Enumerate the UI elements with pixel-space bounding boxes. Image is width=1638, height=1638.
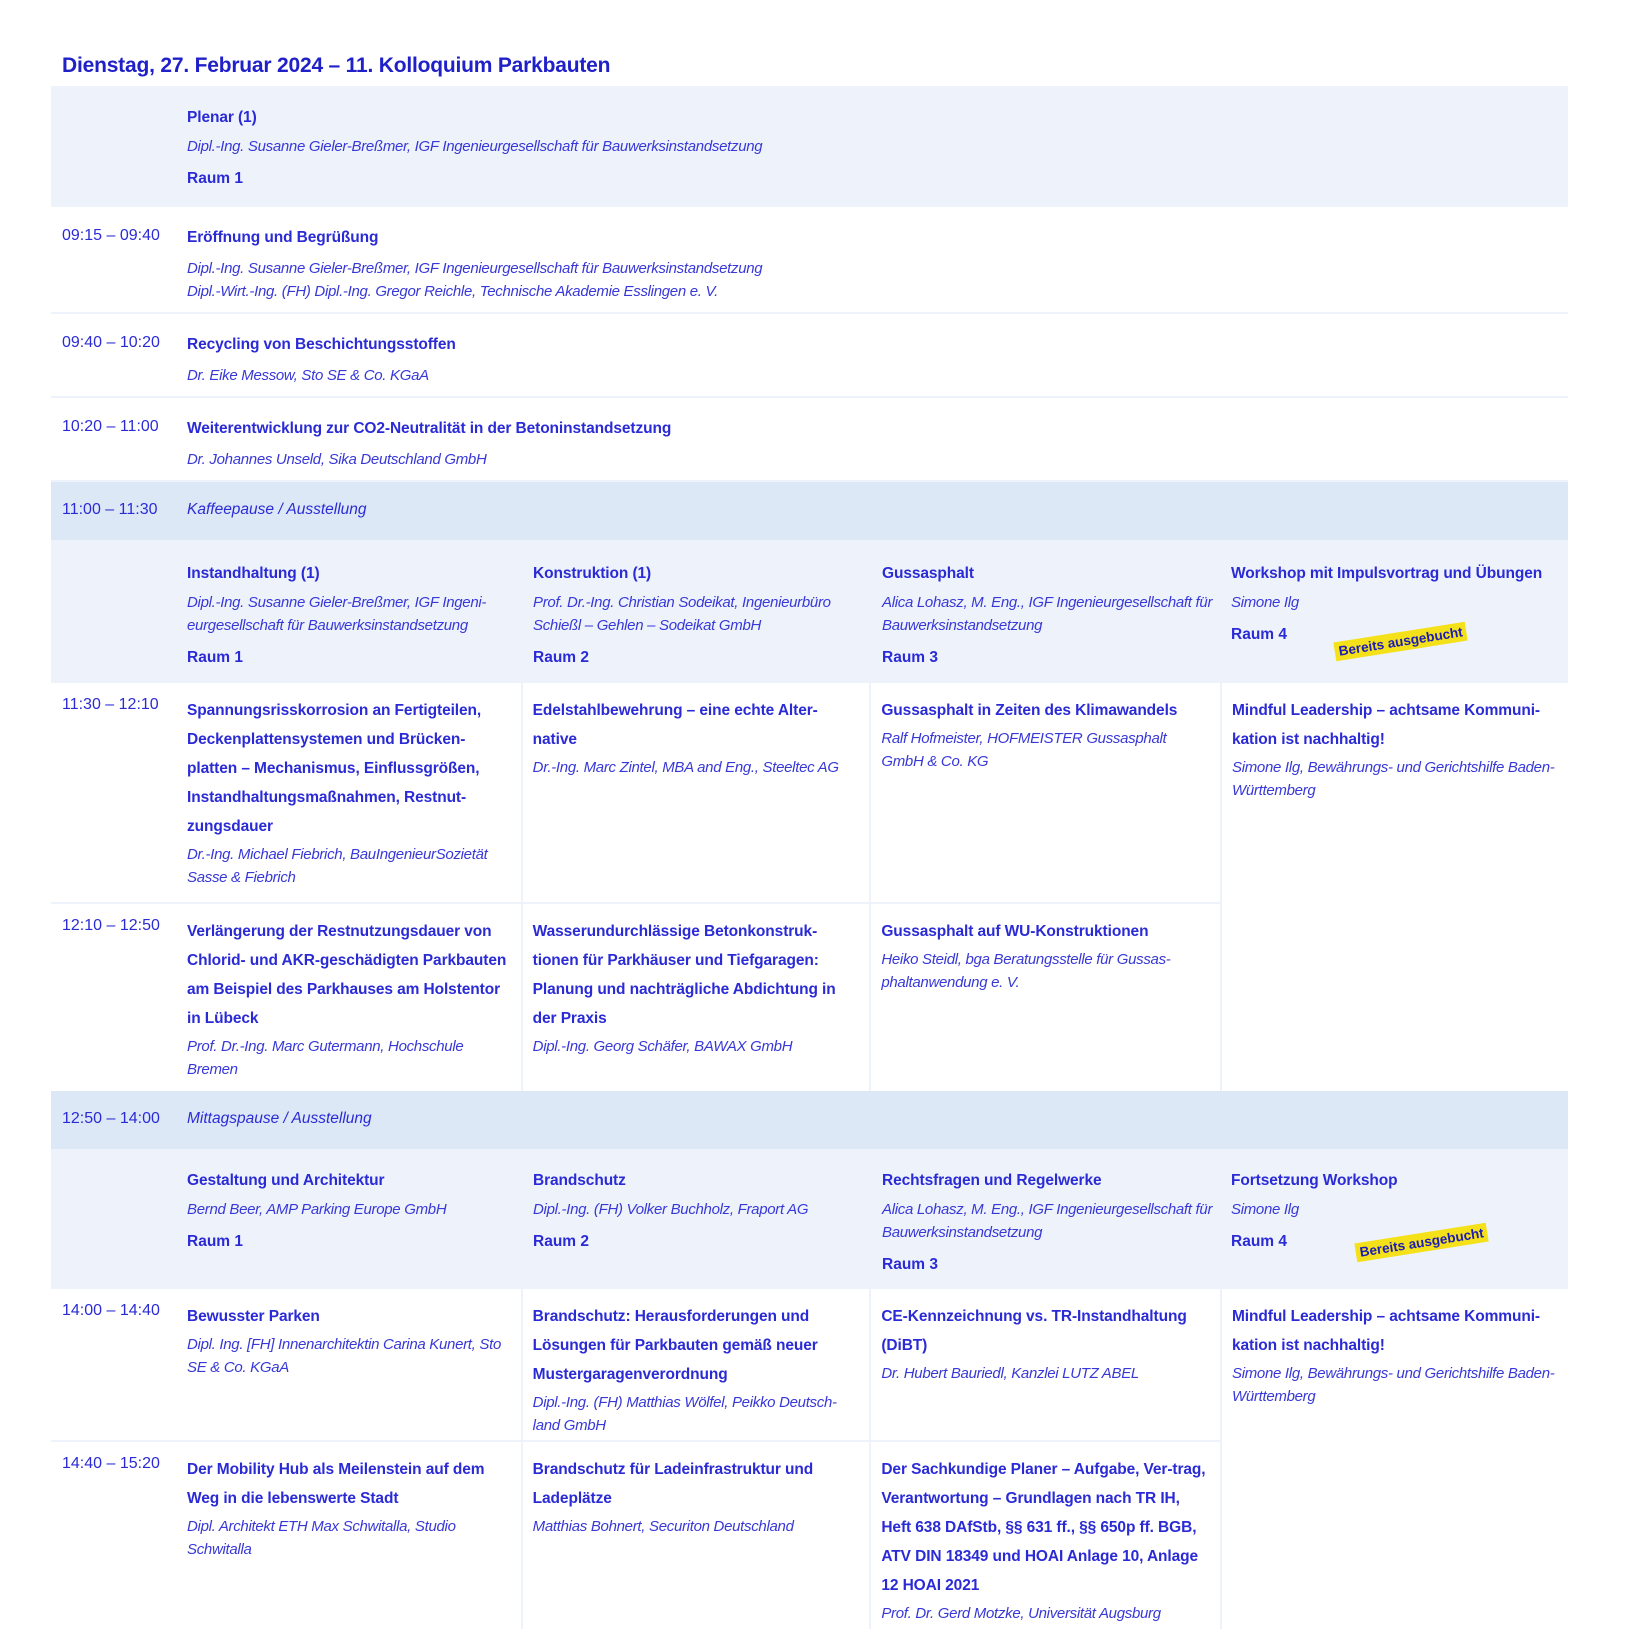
- schedule-table: [51, 86, 1568, 1629]
- speaker: Dr. Eike Messow, Sto SE & Co. KGaA: [187, 367, 429, 384]
- session-header: [1221, 542, 1568, 681]
- talk-title: Wasserundurchlässige Betonkonstruk-tionen für Parkhäuser und Tiefgaragen: Planung und nachträgliche Abdichtung in der Praxis: [532, 923, 836, 1027]
- speaker: Matthias Bohnert, Securiton Deutschland: [532, 1518, 794, 1535]
- talk-title: Bewusster Parken: [187, 1308, 320, 1325]
- speaker: Dipl.-Ing. (FH) Matthias Wölfel, Peikko Deutsch-land GmbH: [532, 1394, 837, 1434]
- talk-title: Verlängerung der Restnutzungsdauer von Chlorid- und AKR-geschädigten Parkbauten am Beispiel des Parkhauses am Holstentor in Lübeck: [187, 923, 507, 1027]
- talk-title: Eröffnung und Begrüßung: [187, 229, 379, 246]
- session-header: [177, 542, 523, 681]
- session-title: Konstruktion (1): [533, 565, 652, 582]
- session-header: [523, 1151, 872, 1287]
- speaker: Prof. Dr.-Ing. Marc Gutermann, Hochschule Bremen: [187, 1038, 464, 1078]
- talk-title: Weiterentwicklung zur CO2-Neutralität in der Betoninstandsetzung: [187, 420, 672, 437]
- session-header: [1221, 1151, 1568, 1287]
- session-title: Gussasphalt: [882, 565, 974, 582]
- room-label: Raum 3: [882, 1256, 938, 1273]
- session-chair: Bernd Beer, AMP Parking Europe GmbH: [187, 1201, 447, 1218]
- talk-title: Brandschutz: Herausforderungen und Lösungen für Parkbauten gemäß neuer Mustergaragenverordnung: [532, 1308, 818, 1383]
- session-chair: Dipl.-Ing. Susanne Gieler-Breßmer, IGF Ingeni-eurgesellschaft für Bauwerksinstandsetzung: [187, 594, 487, 634]
- parallel-sessions-header: [51, 1151, 1568, 1289]
- table-row: [51, 904, 1220, 1091]
- workshop-cell: [1220, 683, 1567, 1091]
- session-chair: Simone Ilg: [1231, 594, 1299, 611]
- break-label: Mittagspause / Ausstellung: [187, 1110, 372, 1127]
- table-row: [51, 1442, 1220, 1629]
- speaker: Dr.-Ing. Marc Zintel, MBA and Eng., Steeltec AG: [532, 759, 839, 776]
- talk-title: Mindful Leadership – achtsame Kommuni-kation ist nachhaltig!: [1232, 1308, 1540, 1354]
- table-row: [51, 1289, 1220, 1442]
- speaker: Dr.-Ing. Michael Fiebrich, BauIngenieurSozietät Sasse & Fiebrich: [187, 846, 488, 886]
- session-chair: Alica Lohasz, M. Eng., IGF Ingenieurgesellschaft für Bauwerksinstandsetzung: [882, 1201, 1213, 1241]
- session-chair: Simone Ilg: [1231, 1201, 1299, 1218]
- room-label: Raum 1: [187, 170, 243, 187]
- workshop-cell: [1220, 1289, 1567, 1629]
- session-title: Fortsetzung Workshop: [1231, 1172, 1398, 1189]
- talk-title: Spannungsrisskorrosion an Fertigteilen, Deckenplattensystemen und Brücken-platten – Mechanismus, Einflussgrößen, Instandhaltungsmaßnahmen, Restnut-zungsdauer: [187, 702, 482, 835]
- speaker: Dipl.-Ing. Georg Schäfer, BAWAX GmbH: [532, 1038, 793, 1055]
- talk-title: CE-Kennzeichnung vs. TR-Instandhaltung (DiBT): [881, 1308, 1187, 1354]
- break-label: Kaffeepause / Ausstellung: [187, 501, 367, 518]
- session-title: Brandschutz: [533, 1172, 626, 1189]
- plenar-session-header: [51, 86, 1568, 207]
- time-slot: 12:50 – 14:00: [62, 1110, 160, 1127]
- session-header: [177, 1151, 523, 1287]
- table-row: [51, 207, 1568, 314]
- talk-title: Gussasphalt in Zeiten des Klimawandels: [881, 702, 1178, 719]
- room-label: Raum 4: [1231, 1233, 1287, 1250]
- session-chair: Alica Lohasz, M. Eng., IGF Ingenieurgesellschaft für Bauwerksinstandsetzung: [882, 594, 1213, 634]
- speaker: Ralf Hofmeister, HOFMEISTER Gussasphalt GmbH & Co. KG: [881, 730, 1167, 770]
- time-slot: 09:40 – 10:20: [62, 334, 160, 351]
- room-label: Raum 2: [533, 1233, 589, 1250]
- break-row: [51, 1091, 1568, 1151]
- talk-title: Mindful Leadership – achtsame Kommuni-kation ist nachhaltig!: [1232, 702, 1540, 748]
- talk-block: [51, 683, 1568, 1091]
- speaker: Heiko Steidl, bga Beratungsstelle für Gussas-phaltanwendung e. V.: [881, 951, 1171, 991]
- session-title: Rechtsfragen und Regelwerke: [882, 1172, 1102, 1189]
- room-label: Raum 2: [533, 649, 589, 666]
- booked-out-badge: Bereits ausgebucht: [1333, 622, 1468, 662]
- room-label: Raum 4: [1231, 626, 1287, 643]
- talk-block: [51, 1289, 1568, 1629]
- speaker: Dr. Hubert Bauriedl, Kanzlei LUTZ ABEL: [881, 1365, 1139, 1382]
- time-slot: 11:30 – 12:10: [62, 696, 159, 713]
- speaker: Dipl.-Ing. Susanne Gieler-Breßmer, IGF Ingenieurgesellschaft für Bauwerksinstandsetzung: [187, 260, 763, 277]
- session-title: Gestaltung und Architektur: [187, 1172, 385, 1189]
- session-title: Plenar (1): [187, 109, 257, 126]
- time-slot: 09:15 – 09:40: [62, 227, 160, 244]
- speaker: Prof. Dr. Gerd Motzke, Universität Augsburg: [881, 1605, 1161, 1622]
- time-slot: 14:40 – 15:20: [62, 1455, 160, 1472]
- talk-title: Recycling von Beschichtungsstoffen: [187, 336, 456, 353]
- talk-title: Gussasphalt auf WU-Konstruktionen: [881, 923, 1149, 940]
- time-slot: 11:00 – 11:30: [62, 501, 158, 518]
- time-slot: 14:00 – 14:40: [62, 1302, 160, 1319]
- session-chair: Dipl.-Ing. Susanne Gieler-Breßmer, IGF Ingenieurgesellschaft für Bauwerksinstandsetzung: [187, 138, 763, 155]
- table-row: [51, 683, 1220, 904]
- break-row: [51, 482, 1568, 542]
- room-label: Raum 1: [187, 649, 243, 666]
- session-header: [523, 542, 872, 681]
- time-slot: 12:10 – 12:50: [62, 917, 160, 934]
- room-label: Raum 3: [882, 649, 938, 666]
- talk-title: Der Mobility Hub als Meilenstein auf dem Weg in die lebenswerte Stadt: [187, 1461, 485, 1507]
- room-label: Raum 1: [187, 1233, 243, 1250]
- talk-title: Edelstahlbewehrung – eine echte Alter-native: [532, 702, 818, 748]
- speaker: Dipl. Ing. [FH] Innenarchitektin Carina Kunert, Sto SE & Co. KGaA: [187, 1336, 502, 1376]
- speaker: Simone Ilg, Bewährungs- und Gerichtshilfe Baden-Württemberg: [1232, 759, 1555, 799]
- speaker: Dipl. Architekt ETH Max Schwitalla, Studio Schwitalla: [187, 1518, 456, 1558]
- session-title: Instandhaltung (1): [187, 565, 320, 582]
- booked-out-badge: Bereits ausgebucht: [1354, 1223, 1489, 1263]
- session-header: [872, 542, 1221, 681]
- session-chair: Prof. Dr.-Ing. Christian Sodeikat, Ingenieurbüro Schießl – Gehlen – Sodeikat GmbH: [533, 594, 831, 634]
- parallel-sessions-header: [51, 542, 1568, 683]
- talk-title: Brandschutz für Ladeinfrastruktur und Ladeplätze: [532, 1461, 814, 1507]
- session-header: [872, 1151, 1221, 1287]
- session-chair: Dipl.-Ing. (FH) Volker Buchholz, Fraport AG: [533, 1201, 809, 1218]
- speaker: Dipl.-Wirt.-Ing. (FH) Dipl.-Ing. Gregor Reichle, Technische Akademie Esslingen e. V.: [187, 283, 718, 300]
- page-title: Dienstag, 27. Februar 2024 – 11. Kolloquium Parkbauten: [62, 54, 611, 77]
- time-slot: 10:20 – 11:00: [62, 418, 159, 435]
- table-row: [51, 314, 1568, 398]
- talk-title: Der Sachkundige Planer – Aufgabe, Ver-trag, Verantwortung – Grundlagen nach TR IH, Heft 638 DAfStb, §§ 631 ff., §§ 650p ff. BGB, ATV DIN 18349 und HOAI Anlage 10, Anlage 12 HOAI 2021: [881, 1461, 1206, 1594]
- speaker: Simone Ilg, Bewährungs- und Gerichtshilfe Baden-Württemberg: [1232, 1365, 1555, 1405]
- table-row: [51, 398, 1568, 482]
- session-title: Workshop mit Impulsvortrag und Übungen: [1231, 565, 1543, 582]
- speaker: Dr. Johannes Unseld, Sika Deutschland GmbH: [187, 451, 487, 468]
